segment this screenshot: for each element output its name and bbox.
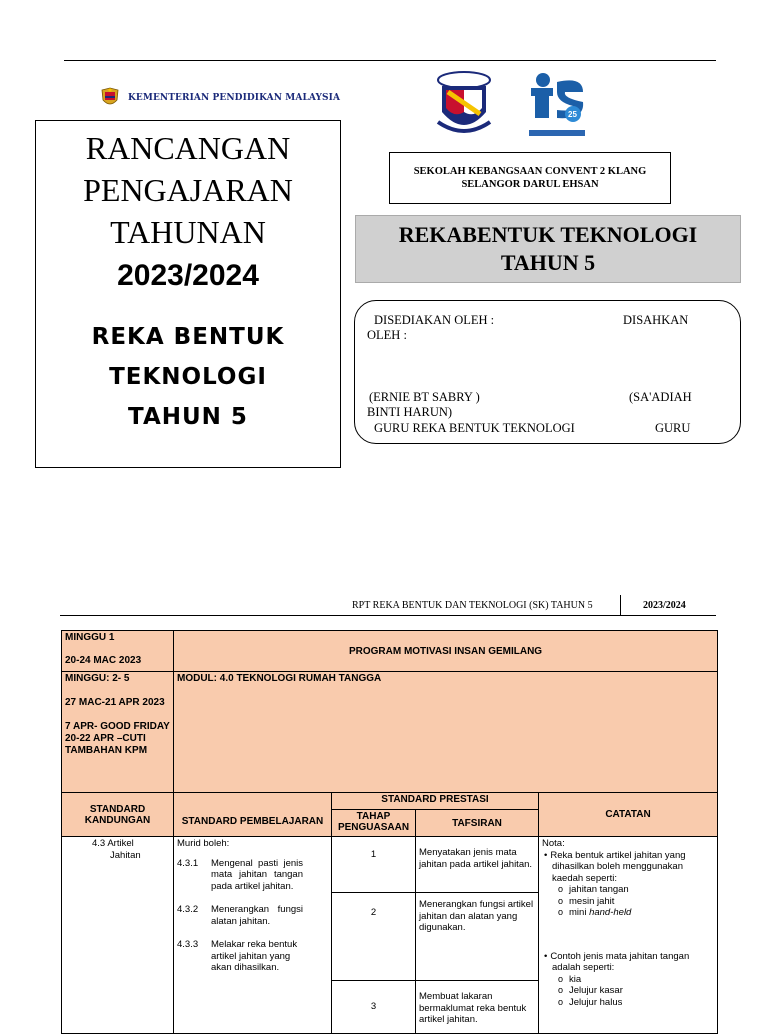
ministry-logo [98, 86, 340, 110]
rpt-table [61, 630, 718, 1034]
header-catatan: CATATAN [539, 793, 718, 837]
rpt-header-year: 2023/2024 [643, 600, 686, 611]
week2-module: MODUL: 4.0 TEKNOLOGI RUMAH TANGGA [174, 672, 718, 793]
cover-title-box [35, 120, 341, 468]
approved-by-label-cont: OLEH : [367, 328, 407, 342]
header-tahap: TAHAP PENGUASAAN [332, 810, 416, 837]
catatan-point: • Reka bentuk artikel jahitan yang dihasilkan boleh menggunakan kaedah seperti: [552, 850, 714, 885]
catatan-cell: Nota: • Reka bentuk artikel jahitan yang dihasilkan boleh menggunakan kaedah seperti: o jahitan tangan o mesin jahit o mini hand-held • Contoh jenis mata jahitan tangan adalah seperti: o kia o Jelujur kasar o Jelujur halus [539, 837, 718, 1034]
teacher-role: GURU REKA BENTUK TEKNOLOGI [374, 421, 575, 435]
sp-item: 4.3.1 Mengenal pasti jenis mata jahitan tangan pada artikel jahitan. [177, 857, 303, 892]
week1-label: MINGGU 1 [65, 632, 115, 643]
head-role: GURU [655, 421, 691, 435]
week2-label: MINGGU: 2- 5 [65, 673, 130, 684]
week1-program: PROGRAM MOTIVASI INSAN GEMILANG [174, 631, 718, 672]
standard-kandungan-cell: 4.3 Artikel Jahitan [62, 837, 174, 1034]
teacher-name: (ERNIE BT SABRY ) [369, 390, 480, 404]
sp-item: 4.3.2 Menerangkan fungsi alatan jahitan. [177, 904, 303, 927]
sp-item: 4.3.3 Melakar reka bentuk artikel jahitan yang akan dihasilkan. [177, 939, 298, 973]
header-standard-pembelajaran: STANDARD PEMBELAJARAN [174, 793, 332, 837]
cover-subject: REKA BENTUK TEKNOLOGI TAHUN 5 [91, 324, 285, 430]
school-state: SELANGOR DARUL EHSAN [461, 179, 599, 190]
catatan-method: o jahitan tangan [570, 884, 714, 896]
header-standard-kandungan: STANDARD KANDUNGAN [62, 793, 174, 837]
subject-banner: REKABENTUK TEKNOLOGI TAHUN 5 [355, 215, 741, 283]
catatan-point: • Contoh jenis mata jahitan tangan adalah seperti: [552, 951, 714, 974]
header-separator [620, 595, 621, 615]
standard-pembelajaran-cell: Murid boleh: 4.3.1 Mengenal pasti jenis mata jahitan tangan pada artikel jahitan. 4.3.2 Menerangkan fungsi alatan jahitan. 4.3.3 Melakar reka bentuk artikel jahitan yang akan dihasilkan. [174, 837, 332, 1034]
week2-row [62, 672, 718, 793]
tafsiran-1: Menyatakan jenis mata jahitan pada artikel jahitan. [416, 837, 539, 893]
catatan-stitch: o kia [570, 974, 714, 986]
week2-holiday2: 20-22 APR –CUTI TAMBAHAN KPM [65, 733, 148, 756]
tafsiran-2: Menerangkan fungsi artikel jahitan dan alatan yang digunakan. [416, 893, 539, 981]
catatan-stitch: o Jelujur kasar [570, 985, 714, 997]
cover-year: 2023/2024 [117, 259, 259, 292]
rpt-header-title: RPT REKA BENTUK DAN TEKNOLOGI (SK) TAHUN 5 [352, 600, 593, 611]
tahap-1: 1 [332, 837, 416, 893]
header-standard-prestasi: STANDARD PRESTASI [332, 793, 539, 810]
tahap-2: 2 [332, 893, 416, 981]
header-row-1 [62, 793, 718, 810]
header-tafsiran: TAFSIRAN [416, 810, 539, 837]
signature-box [354, 300, 741, 444]
ministry-name: KEMENTERIAN PENDIDIKAN MALAYSIA [128, 93, 341, 103]
content-row-1 [62, 837, 718, 893]
week1-row [62, 631, 718, 672]
catatan-method: o mesin jahit [570, 896, 714, 908]
tafsiran-3: Membuat lakaran bermaklumat reka bentuk artikel jahitan. [416, 981, 539, 1034]
head-name-cont: BINTI HARUN) [367, 405, 453, 419]
tahap-3: 3 [332, 981, 416, 1034]
approved-by-label: DISAHKAN [623, 313, 689, 327]
school-name: SEKOLAH KEBANGSAAN CONVENT 2 KLANG [413, 166, 647, 177]
school-name-box [389, 152, 671, 204]
cover-title: RANCANGAN PENGAJARAN TAHUNAN [83, 130, 293, 250]
head-name: (SA'ADIAH [629, 390, 692, 404]
header-rule [60, 615, 716, 616]
week2-dates: 27 MAC-21 APR 2023 [65, 697, 165, 708]
catatan-stitch: o Jelujur halus [570, 997, 714, 1009]
school-crest-icon [432, 68, 496, 142]
week2-holiday1: 7 APR- GOOD FRIDAY [65, 721, 170, 732]
25-anniversary-badge-icon [523, 70, 591, 140]
catatan-method: o mini hand-held [570, 907, 714, 919]
prepared-by-label: DISEDIAKAN OLEH : [374, 313, 495, 327]
svg-text:25: 25 [568, 110, 577, 119]
week1-dates: 20-24 MAC 2023 [65, 655, 142, 666]
malaysia-crest-icon [98, 86, 122, 110]
top-rule [64, 60, 716, 61]
